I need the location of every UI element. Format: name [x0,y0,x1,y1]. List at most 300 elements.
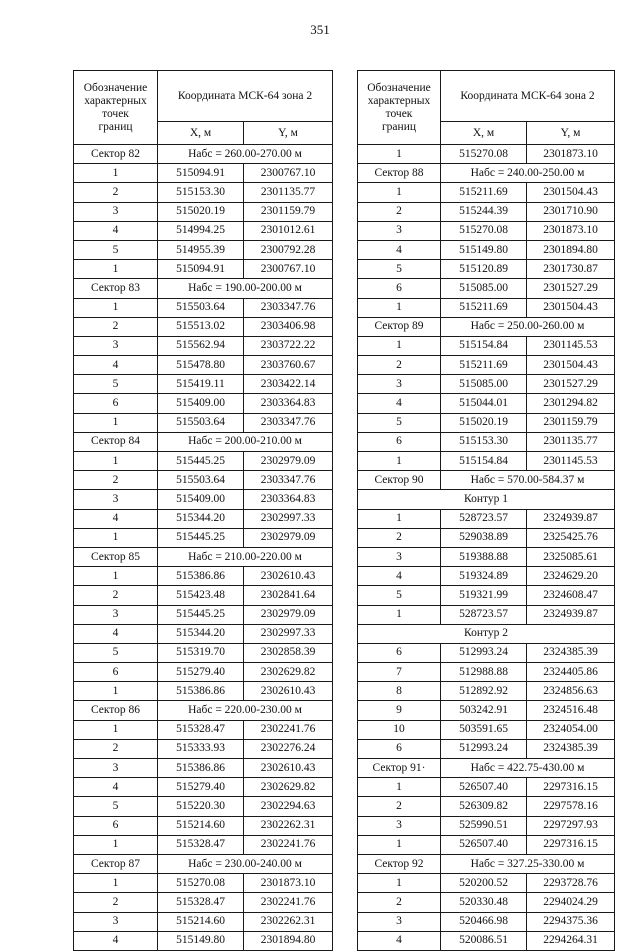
point-number: 3 [74,336,158,355]
sector-name: Сектор 89 [358,317,441,336]
point-number: 1 [358,874,441,893]
point-number: 5 [74,375,158,394]
x-coordinate: 515386.86 [158,682,244,701]
x-coordinate: 515094.91 [158,260,244,279]
y-coordinate: 2324385.39 [527,643,615,662]
x-coordinate: 515120.89 [441,260,527,279]
point-number: 2 [74,586,158,605]
point-number: 3 [74,490,158,509]
x-coordinate: 515279.40 [158,663,244,682]
y-coordinate: 2294264.31 [527,931,615,950]
table-row [74,682,333,701]
x-coordinate: 515445.25 [158,605,244,624]
x-coordinate: 515562.94 [158,336,244,355]
x-coordinate: 515478.80 [158,356,244,375]
y-coordinate: 2302294.63 [244,797,333,816]
table-row [74,759,333,778]
x-coordinate: 515386.86 [158,567,244,586]
x-coordinate: 515279.40 [158,778,244,797]
point-number: 6 [358,432,441,451]
y-coordinate: 2297297.93 [527,816,615,835]
point-number: 2 [74,471,158,490]
y-coordinate: 2301145.53 [527,452,615,471]
point-number: 3 [74,759,158,778]
table-row [358,547,615,566]
table-row [74,643,333,662]
y-coordinate: 2302629.82 [244,663,333,682]
sector-header-row [358,164,615,183]
y-coordinate: 2301159.79 [244,202,333,221]
point-number: 2 [358,893,441,912]
point-number: 6 [358,643,441,662]
point-number: 3 [358,221,441,240]
x-coordinate: 529038.89 [441,528,527,547]
table-row [74,931,333,950]
y-coordinate: 2301504.43 [527,356,615,375]
sector-name: Сектор 88 [358,164,441,183]
table-row [74,221,333,240]
y-coordinate: 2302858.39 [244,643,333,662]
y-coordinate: 2297316.15 [527,835,615,854]
sector-name: Сектор 82 [74,145,158,164]
x-coordinate: 519324.89 [441,567,527,586]
y-coordinate: 2302241.76 [244,720,333,739]
point-number: 4 [74,509,158,528]
x-coordinate: 515244.39 [441,202,527,221]
point-number: 5 [74,240,158,259]
x-coordinate: 520330.48 [441,893,527,912]
table-row [74,260,333,279]
table-row [358,912,615,931]
point-number: 2 [358,797,441,816]
sector-header-row [358,759,615,778]
y-coordinate: 2302262.31 [244,816,333,835]
x-coordinate: 515386.86 [158,759,244,778]
sector-name: Сектор 83 [74,279,158,298]
point-number: 3 [358,547,441,566]
table-row [74,240,333,259]
x-coordinate: 515344.20 [158,624,244,643]
altitude-range: Hабс = 200.00-210.00 м [158,432,333,451]
x-coordinate: 519321.99 [441,586,527,605]
sector-name: Сектор 86 [74,701,158,720]
table-row [74,816,333,835]
y-coordinate: 2324385.39 [527,739,615,758]
point-number: 3 [74,202,158,221]
x-coordinate: 515154.84 [441,336,527,355]
coordinates-table-left [73,70,333,951]
table-row [358,432,615,451]
x-coordinate: 515503.64 [158,471,244,490]
sector-name: Сектор 92 [358,854,441,873]
x-coordinate: 520200.52 [441,874,527,893]
y-coordinate: 2325085.61 [527,547,615,566]
point-number: 4 [74,624,158,643]
y-coordinate: 2324939.87 [527,605,615,624]
y-coordinate: 2302610.43 [244,759,333,778]
x-coordinate: 515149.80 [158,931,244,950]
table-row [74,586,333,605]
table-row [358,605,615,624]
table-row [358,931,615,950]
x-coordinate: 515211.69 [441,356,527,375]
table-row [74,739,333,758]
y-coordinate: 2324939.87 [527,509,615,528]
column-header-y: Y, м [527,122,615,145]
y-coordinate: 2303364.83 [244,490,333,509]
y-coordinate: 2301894.80 [527,240,615,259]
table-row [358,739,615,758]
table-row [358,202,615,221]
point-number: 1 [74,874,158,893]
point-number: 10 [358,720,441,739]
y-coordinate: 2302241.76 [244,835,333,854]
point-number: 4 [74,931,158,950]
y-coordinate: 2324608.47 [527,586,615,605]
x-coordinate: 512993.24 [441,643,527,662]
table-row [74,567,333,586]
sector-header-row [74,547,333,566]
y-coordinate: 2300767.10 [244,164,333,183]
table-row [74,317,333,336]
sector-header-row [74,432,333,451]
y-coordinate: 2301504.43 [527,298,615,317]
y-coordinate: 2301527.29 [527,279,615,298]
y-coordinate: 2302979.09 [244,605,333,624]
point-number: 3 [358,375,441,394]
table-row [74,336,333,355]
x-coordinate: 519388.88 [441,547,527,566]
x-coordinate: 528723.57 [441,605,527,624]
point-number: 3 [358,816,441,835]
x-coordinate: 515423.48 [158,586,244,605]
table-row [74,663,333,682]
x-coordinate: 515270.08 [441,221,527,240]
x-coordinate: 512993.24 [441,739,527,758]
y-coordinate: 2303347.76 [244,471,333,490]
sector-header-row [74,854,333,873]
point-number: 1 [74,720,158,739]
table-row [358,356,615,375]
y-coordinate: 2303406.98 [244,317,333,336]
table-row [74,720,333,739]
sector-name: Сектор 90 [358,471,441,490]
point-number: 5 [358,586,441,605]
y-coordinate: 2303347.76 [244,413,333,432]
column-header-y: Y, м [244,122,333,145]
y-coordinate: 2302262.31 [244,912,333,931]
x-coordinate: 514994.25 [158,221,244,240]
point-number: 4 [74,221,158,240]
table-row [358,586,615,605]
y-coordinate: 2302841.64 [244,586,333,605]
x-coordinate: 515445.25 [158,528,244,547]
x-coordinate: 525990.51 [441,816,527,835]
altitude-range: Hабс = 240.00-250.00 м [441,164,615,183]
point-number: 1 [358,778,441,797]
y-coordinate: 2303760.67 [244,356,333,375]
x-coordinate: 526507.40 [441,835,527,854]
point-number: 1 [74,682,158,701]
y-coordinate: 2303722.22 [244,336,333,355]
table-row [74,413,333,432]
altitude-range: Hабс = 190.00-200.00 м [158,279,333,298]
sector-header-row [74,279,333,298]
x-coordinate: 515211.69 [441,298,527,317]
x-coordinate: 515328.47 [158,835,244,854]
x-coordinate: 515153.30 [158,183,244,202]
y-coordinate: 2300767.10 [244,260,333,279]
altitude-range: Hабс = 210.00-220.00 м [158,547,333,566]
point-number: 4 [358,567,441,586]
column-header-points: Обозначение характерных точек границ [358,71,441,145]
y-coordinate: 2302610.43 [244,682,333,701]
y-coordinate: 2297316.15 [527,778,615,797]
x-coordinate: 515094.91 [158,164,244,183]
y-coordinate: 2302629.82 [244,778,333,797]
x-coordinate: 520466.98 [441,912,527,931]
table-row [358,663,615,682]
column-header-x: X, м [158,122,244,145]
table-row [358,183,615,202]
y-coordinate: 2300792.28 [244,240,333,259]
point-number: 1 [358,835,441,854]
point-number: 1 [74,164,158,183]
x-coordinate: 515333.93 [158,739,244,758]
y-coordinate: 2294024.29 [527,893,615,912]
table-row [74,835,333,854]
altitude-range: Hабс = 220.00-230.00 м [158,701,333,720]
x-coordinate: 526309.82 [441,797,527,816]
x-coordinate: 503242.91 [441,701,527,720]
point-number: 6 [74,816,158,835]
table-row [358,394,615,413]
x-coordinate: 515503.64 [158,413,244,432]
altitude-range: Hабс = 422.75-430.00 м [441,759,615,778]
table-row [358,797,615,816]
x-coordinate: 515154.84 [441,452,527,471]
sector-name: Сектор 84 [74,432,158,451]
x-coordinate: 512892.92 [441,682,527,701]
point-number: 1 [358,336,441,355]
table-row [358,874,615,893]
table-row [358,816,615,835]
point-number: 1 [358,183,441,202]
table-row [358,682,615,701]
table-row [74,509,333,528]
sector-name: Сектор 85 [74,547,158,566]
y-coordinate: 2324054.00 [527,720,615,739]
contour-name: Контур 1 [358,490,615,509]
x-coordinate: 515149.80 [441,240,527,259]
y-coordinate: 2303422.14 [244,375,333,394]
table-row [74,183,333,202]
point-number: 1 [74,413,158,432]
table-body-left [74,71,333,951]
y-coordinate: 2301873.10 [244,874,333,893]
y-coordinate: 2301145.53 [527,336,615,355]
y-coordinate: 2303364.83 [244,394,333,413]
point-number: 3 [74,605,158,624]
x-coordinate: 515270.08 [158,874,244,893]
point-number: 7 [358,663,441,682]
point-number: 4 [358,240,441,259]
point-number: 2 [74,317,158,336]
point-number: 1 [358,605,441,624]
table-row [358,528,615,547]
table-row [74,893,333,912]
table-row [358,701,615,720]
altitude-range: Hабс = 250.00-260.00 м [441,317,615,336]
point-number: 1 [358,452,441,471]
x-coordinate: 515214.60 [158,816,244,835]
table-row [358,893,615,912]
x-coordinate: 515419.11 [158,375,244,394]
sector-header-row [358,317,615,336]
y-coordinate: 2301135.77 [244,183,333,202]
y-coordinate: 2302241.76 [244,893,333,912]
y-coordinate: 2301012.61 [244,221,333,240]
x-coordinate: 515044.01 [441,394,527,413]
x-coordinate: 515214.60 [158,912,244,931]
y-coordinate: 2325425.76 [527,528,615,547]
table-body-right [358,71,615,951]
column-header-coordinates: Координата МСК-64 зона 2 [441,71,615,122]
point-number: 8 [358,682,441,701]
x-coordinate: 515513.02 [158,317,244,336]
table-row [358,298,615,317]
point-number: 5 [74,797,158,816]
y-coordinate: 2303347.76 [244,298,333,317]
point-number: 2 [74,893,158,912]
y-coordinate: 2301894.80 [244,931,333,950]
y-coordinate: 2301135.77 [527,432,615,451]
y-coordinate: 2301159.79 [527,413,615,432]
y-coordinate: 2302610.43 [244,567,333,586]
x-coordinate: 515211.69 [441,183,527,202]
sector-name: Сектор 87 [74,854,158,873]
table-row [74,298,333,317]
y-coordinate: 2302997.33 [244,624,333,643]
y-coordinate: 2324856.63 [527,682,615,701]
table-row [74,778,333,797]
x-coordinate: 515319.70 [158,643,244,662]
table-row [74,164,333,183]
y-coordinate: 2301710.90 [527,202,615,221]
x-coordinate: 515020.19 [158,202,244,221]
table-row [358,567,615,586]
contour-name: Контур 2 [358,624,615,643]
point-number: 2 [358,202,441,221]
point-number: 6 [358,279,441,298]
sector-name: Сектор 91· [358,759,441,778]
contour-row [358,490,615,509]
y-coordinate: 2301730.87 [527,260,615,279]
altitude-range: Hабс = 570.00-584.37 м [441,471,615,490]
x-coordinate: 515220.30 [158,797,244,816]
sector-header-row [358,471,615,490]
point-number: 1 [74,528,158,547]
point-number: 1 [74,567,158,586]
y-coordinate: 2301873.10 [527,221,615,240]
y-coordinate: 2301504.43 [527,183,615,202]
point-number: 3 [358,912,441,931]
x-coordinate: 515409.00 [158,490,244,509]
table-row [74,375,333,394]
table-row [74,394,333,413]
table-row [74,624,333,643]
sector-header-row [358,854,615,873]
y-coordinate: 2324405.86 [527,663,615,682]
point-number: 1 [74,298,158,317]
column-header-points: Обозначение характерных точек границ [74,71,158,145]
point-number: 3 [74,912,158,931]
y-coordinate: 2301294.82 [527,394,615,413]
x-coordinate: 503591.65 [441,720,527,739]
altitude-range: Hабс = 260.00-270.00 м [158,145,333,164]
x-coordinate: 514955.39 [158,240,244,259]
x-coordinate: 515445.25 [158,452,244,471]
table-row [358,643,615,662]
column-header-coordinates: Координата МСК-64 зона 2 [158,71,333,122]
table-row [358,145,615,164]
table-row [74,797,333,816]
coordinates-table-right [357,70,615,951]
x-coordinate: 515503.64 [158,298,244,317]
y-coordinate: 2302979.09 [244,452,333,471]
x-coordinate: 515020.19 [441,413,527,432]
x-coordinate: 515409.00 [158,394,244,413]
point-number: 2 [74,183,158,202]
x-coordinate: 515328.47 [158,893,244,912]
point-number: 5 [74,643,158,662]
point-number: 5 [358,260,441,279]
y-coordinate: 2302997.33 [244,509,333,528]
point-number: 6 [74,394,158,413]
point-number: 1 [358,298,441,317]
column-header-x: X, м [441,122,527,145]
point-number: 5 [358,413,441,432]
x-coordinate: 515270.08 [441,145,527,164]
table-row [74,912,333,931]
point-number: 4 [74,356,158,375]
point-number: 1 [74,835,158,854]
point-number: 2 [358,528,441,547]
point-number: 4 [74,778,158,797]
altitude-range: Hабс = 327.25-330.00 м [441,854,615,873]
page-number: 351 [310,22,330,37]
point-number: 2 [358,356,441,375]
x-coordinate: 515085.00 [441,279,527,298]
table-row [358,835,615,854]
table-row [358,279,615,298]
table-row [358,221,615,240]
y-coordinate: 2301873.10 [527,145,615,164]
point-number: 1 [74,452,158,471]
table-row [358,336,615,355]
altitude-range: Hабс = 230.00-240.00 м [158,854,333,873]
table-row [358,260,615,279]
point-number: 4 [358,394,441,413]
x-coordinate: 515085.00 [441,375,527,394]
x-coordinate: 520086.51 [441,931,527,950]
y-coordinate: 2301527.29 [527,375,615,394]
table-row [74,605,333,624]
table-row [74,202,333,221]
y-coordinate: 2293728.76 [527,874,615,893]
x-coordinate: 515344.20 [158,509,244,528]
x-coordinate: 512988.88 [441,663,527,682]
